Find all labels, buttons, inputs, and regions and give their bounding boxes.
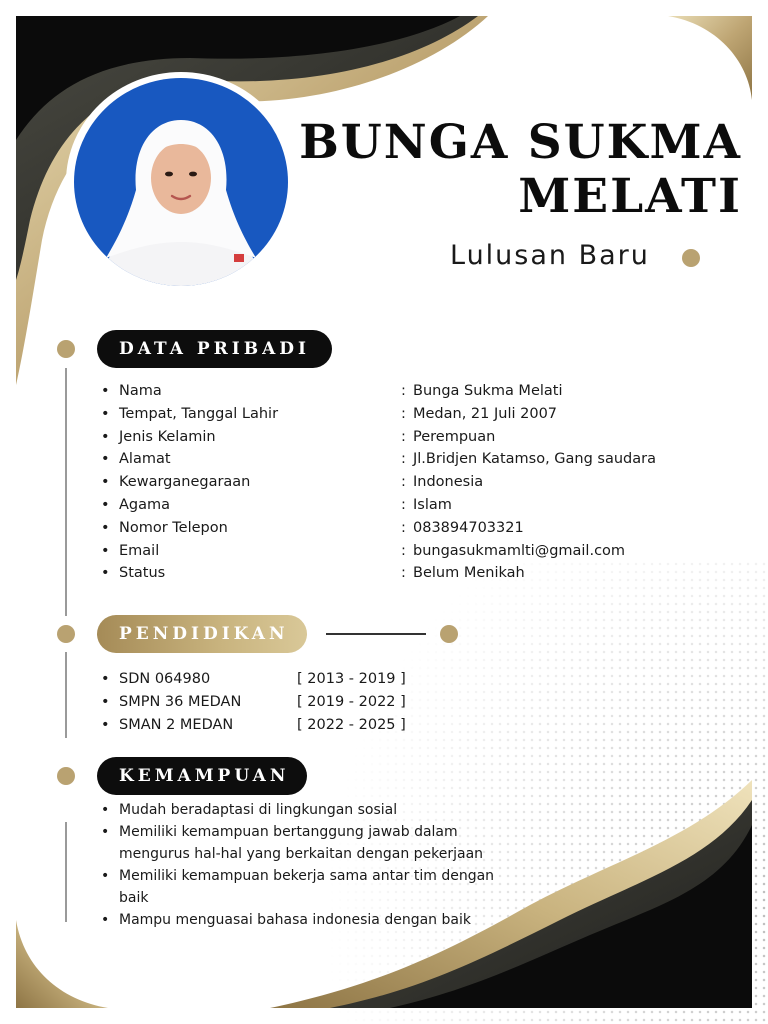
profile-photo: [66, 72, 296, 292]
school-name: SMAN 2 MEDAN: [119, 716, 234, 733]
list-item: • Email : bungasukmamlti@gmail.com: [101, 540, 656, 563]
field-value: Islam: [413, 496, 452, 513]
field-label: Jenis Kelamin: [119, 428, 216, 445]
personal-data-list: [101, 380, 656, 585]
list-item: • Nomor Telepon : 083894703321: [101, 517, 656, 540]
list-item: • Status : Belum Menikah: [101, 562, 656, 585]
job-title: Lulusan Baru: [450, 240, 650, 271]
section-dot-personal: [57, 340, 75, 358]
section-dot-education: [57, 625, 75, 643]
field-label: Email: [119, 542, 160, 559]
list-item: [101, 714, 406, 737]
field-value: Belum Menikah: [413, 565, 525, 582]
list-item: • Tempat, Tanggal Lahir : Medan, 21 Juli 2007: [101, 403, 656, 426]
field-value: Jl.Bridjen Katamso, Gang saudara: [413, 451, 656, 468]
school-years: [ 2022 - 2025 ]: [297, 716, 406, 733]
section-dot-skills: [57, 767, 75, 785]
skills-list: [101, 799, 501, 931]
list-item: • Kewarganegaraan : Indonesia: [101, 471, 656, 494]
field-value: Indonesia: [413, 474, 484, 491]
title-dot: [682, 249, 700, 267]
education-divider: [326, 633, 426, 635]
field-label: Nomor Telepon: [119, 519, 228, 536]
field-value: Perempuan: [413, 428, 496, 445]
timeline-line-education: [65, 652, 67, 738]
swoosh-bottom-left-gold: [16, 920, 108, 1008]
name-line-1: BUNGA SUKMA: [299, 115, 742, 170]
field-value: Bunga Sukma Melati: [413, 383, 563, 399]
timeline-line-skills: [65, 822, 67, 922]
list-item: • Mampu menguasai bahasa indonesia dengan baik: [101, 909, 501, 931]
list-item: • Nama : Bunga Sukma Melati: [101, 380, 656, 403]
full-name: [282, 116, 742, 224]
field-label: Status: [119, 565, 166, 582]
section-header-skills: KEMAMPUAN: [97, 757, 307, 795]
list-item: • Agama : Islam: [101, 494, 656, 517]
list-item: [101, 691, 406, 714]
field-label: Agama: [119, 496, 171, 513]
section-header-education: PENDIDIKAN: [97, 615, 307, 653]
profile-photo-background: [74, 78, 288, 286]
list-item: • Alamat : Jl.Bridjen Katamso, Gang saudara: [101, 448, 656, 471]
field-label: Tempat, Tanggal Lahir: [119, 405, 279, 422]
swoosh-top-right-gold: [668, 16, 752, 100]
school-name: SDN 064980: [119, 671, 211, 687]
person-silhouette: [74, 78, 288, 286]
list-item: • Mudah beradaptasi di lingkungan sosial: [101, 799, 501, 821]
school-years: [ 2019 - 2022 ]: [297, 693, 406, 710]
school-name: SMPN 36 MEDAN: [119, 693, 242, 710]
education-end-dot: [440, 625, 458, 643]
school-years: [ 2013 - 2019 ]: [297, 671, 406, 687]
field-value: bungasukmamlti@gmail.com: [413, 542, 626, 559]
list-item: [101, 668, 406, 691]
field-label: Nama: [119, 383, 162, 399]
list-item: • Memiliki kemampuan bertanggung jawab dalam mengurus hal-hal yang berkaitan dengan pekerjaan: [101, 821, 501, 865]
section-header-personal: DATA PRIBADI: [97, 330, 332, 368]
timeline-line-personal: [65, 368, 67, 616]
education-list: [101, 668, 406, 736]
field-label: Kewarganegaraan: [119, 474, 251, 491]
list-item: • Memiliki kemampuan bekerja sama antar tim dengan baik: [101, 865, 501, 909]
name-line-2: MELATI: [518, 169, 742, 224]
field-label: Alamat: [119, 451, 171, 468]
field-value: 083894703321: [413, 519, 524, 536]
field-value: Medan, 21 Juli 2007: [413, 405, 558, 422]
list-item: • Jenis Kelamin : Perempuan: [101, 426, 656, 449]
